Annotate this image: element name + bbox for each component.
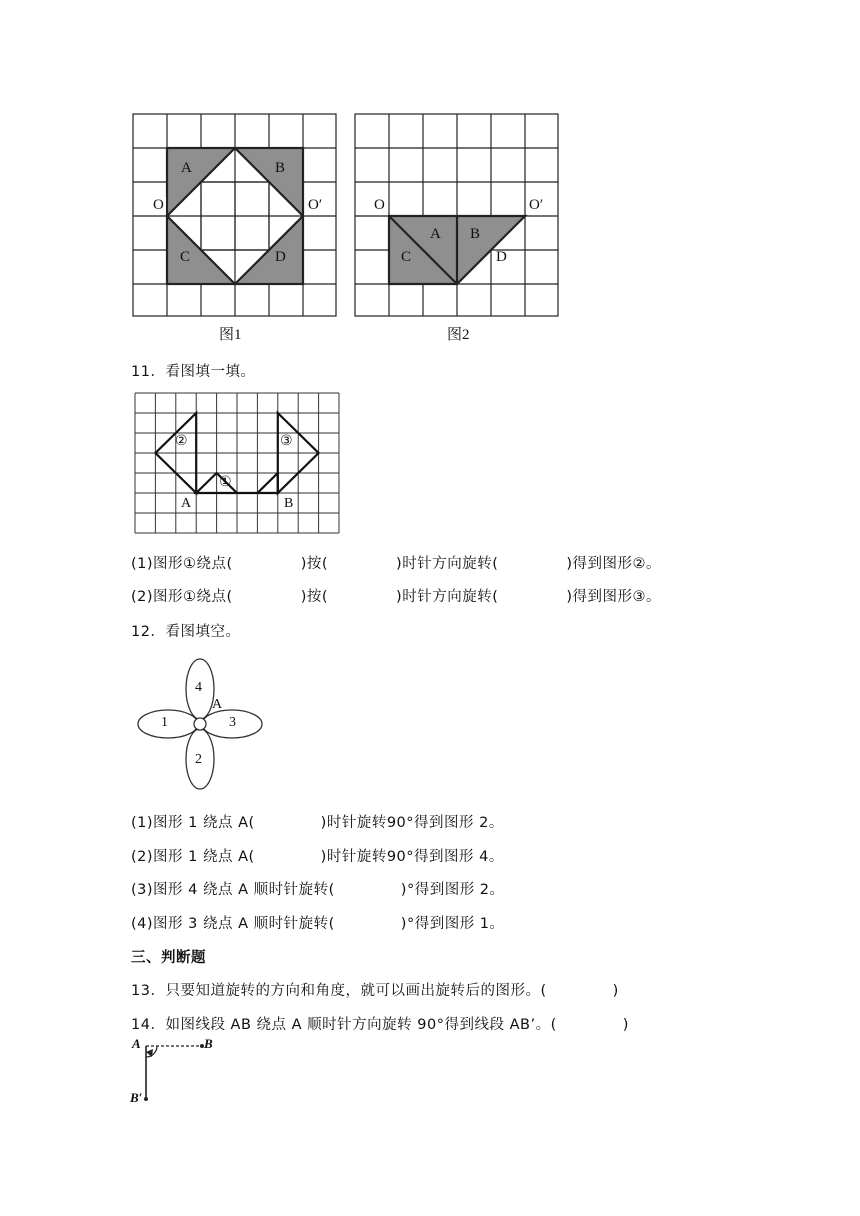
section-3-title: 三、判断题 (131, 950, 206, 966)
fig1-label-o-prime: O′ (308, 197, 323, 213)
q12-item-2: (2)图形 1 绕点 A( )时针旋转90°得到图形 4。 (131, 849, 504, 865)
figure-2-grid (354, 113, 560, 318)
q12-title: 12．看图填空。 (131, 624, 241, 640)
q11-item-2: (2)图形①绕点( )按( )时针方向旋转( )得到图形③。 (131, 589, 662, 605)
petal-2-label: 2 (195, 752, 202, 767)
fig1-label-b: B (275, 160, 286, 176)
q11-grid-figure (134, 391, 342, 539)
petal-3-label: 3 (229, 715, 236, 730)
petal-4-label: 4 (195, 680, 202, 695)
q11-point-a: A (181, 496, 192, 511)
q14-point-a: A (132, 1036, 141, 1051)
petal-1 (138, 710, 198, 738)
point-a-label: A (212, 697, 223, 712)
fig2-caption: 图2 (447, 327, 470, 343)
q12-item-3: (3)图形 4 绕点 A 顺时针旋转( )°得到图形 2。 (131, 882, 505, 898)
fig1-caption: 图1 (219, 327, 242, 343)
fig2-label-d: D (496, 249, 507, 265)
fig2-label-o-prime: O′ (529, 197, 544, 213)
q13: 13．只要知道旋转的方向和角度，就可以画出旋转后的图形。( ) (131, 983, 619, 999)
q12-petal-figure (134, 655, 266, 791)
fig1-label-d: D (275, 249, 286, 265)
q14-point-b-prime: B′ (130, 1090, 143, 1105)
q11-title: 11．看图填一填。 (131, 364, 256, 380)
fig2-label-c: C (401, 249, 412, 265)
fig2-label-b: B (470, 226, 481, 242)
q11-shape3-label: ③ (280, 433, 293, 449)
fig1-label-c: C (180, 249, 191, 265)
q14: 14．如图线段 AB 绕点 A 顺时针方向旋转 90°得到线段 AB’。( ) (131, 1017, 629, 1033)
fig2-label-o: O (374, 197, 385, 213)
q11-item-1: (1)图形①绕点( )按( )时针方向旋转( )得到图形②。 (131, 556, 662, 572)
fig1-label-o: O (153, 197, 164, 213)
petal-1-label: 1 (161, 715, 168, 730)
center-point-a (194, 718, 206, 730)
fig1-label-a: A (181, 160, 192, 176)
q14-point-b: B (204, 1036, 213, 1051)
q11-shape2-label: ② (175, 433, 188, 449)
q12-item-1: (1)图形 1 绕点 A( )时针旋转90°得到图形 2。 (131, 815, 504, 831)
q12-item-4: (4)图形 3 绕点 A 顺时针旋转( )°得到图形 1。 (131, 916, 505, 932)
q11-point-b: B (284, 496, 294, 511)
figure-1-grid (132, 113, 338, 318)
q11-shape1-label: ① (219, 474, 232, 490)
fig2-label-a: A (430, 226, 441, 242)
